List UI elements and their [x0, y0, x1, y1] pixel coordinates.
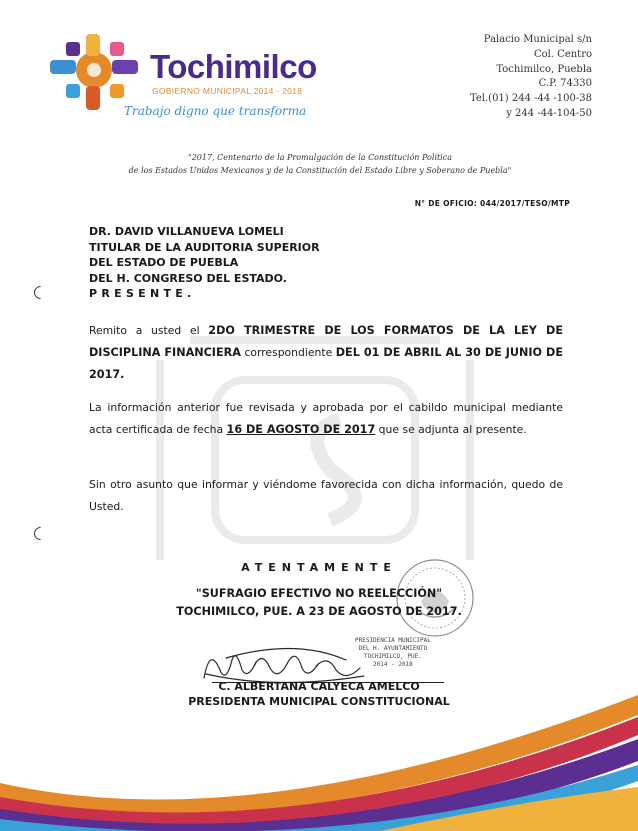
stamp-line: 2014 - 2018 [373, 661, 413, 668]
address-line: Tel.(01) 244 -44 -100-38 [469, 93, 592, 105]
centenary-line: de los Estados Unidos Mexicanos y de la Constitución del Estado Libre y Soberano de Puebla" [128, 166, 512, 175]
signer-title: PRESIDENTA MUNICIPAL CONSTITUCIONAL [188, 695, 450, 708]
municipal-logo-icon [46, 30, 146, 115]
address-line: Tochimilco, Puebla [496, 63, 592, 75]
address-line: Col. Centro [533, 48, 592, 60]
addressee-line: DEL ESTADO DE PUEBLA [89, 256, 239, 269]
address-line: C.P. 74330 [538, 78, 592, 90]
motto: "SUFRAGIO EFECTIVO NO REELECCIÓN" [195, 587, 443, 600]
body-paragraph-3: Sin otro asunto que informar y viéndome favorecida con dicha información, quedo de Usted. [89, 478, 563, 513]
footer-ribbon-decoration [0, 691, 638, 831]
text-run: que se adjunta al presente. [375, 423, 527, 436]
logo-subtitle: GOBIERNO MUNICIPAL 2014 - 2018 [152, 86, 303, 96]
stamp-line: DEL H. AYUNTAMIENTO [358, 645, 428, 652]
body-paragraph-1 [89, 320, 563, 386]
logo-title: Tochimilco [150, 48, 317, 85]
addressee-line: TITULAR DE LA AUDITORIA SUPERIOR [89, 240, 320, 254]
atentamente: ATENTAMENTE [241, 561, 397, 574]
address-line: y 244 -44-104-50 [506, 107, 592, 119]
presente-line: PRESENTE. [89, 287, 196, 300]
closing-lema [0, 585, 638, 621]
centenary-legend [40, 151, 600, 177]
bold-run: DEL 01 DE ABRIL AL 30 DE JUNIO DE 2017. [89, 346, 563, 381]
address-line: Palacio Municipal s/n [483, 34, 592, 45]
signer-name: C. ALBERTANA CALYECA AMELCO [218, 680, 420, 693]
addressee-block [89, 224, 320, 302]
bold-run: 2DO TRIMESTRE DE LOS FORMATOS DE LA LEY DE DISCIPLINA FINANCIERA [89, 324, 563, 359]
address-block [470, 33, 592, 122]
addressee-line: DR. DAVID VILLANUEVA LOMELI [89, 225, 284, 238]
slogan: Trabajo digno que transforma [124, 104, 307, 118]
addressee-line: DEL H. CONGRESO DEL ESTADO. [89, 271, 287, 285]
text-run: Remito a usted el [89, 324, 209, 337]
centenary-line: "2017, Centenario de la Promulgación de la Constitución Política [188, 153, 452, 162]
text-run: correspondiente [240, 346, 336, 359]
stamp-line: PRESIDENCIA MUNICIPAL [355, 637, 431, 644]
text-run: La información anterior fue revisada y aprobada por el cabildo municipal mediante acta certificada de fecha [89, 401, 563, 436]
stamp-line: TOCHIMILCO, PUE. [364, 653, 422, 660]
body-paragraph-2 [89, 397, 563, 441]
place-date: TOCHIMILCO, PUE. A 23 DE AGOSTO DE 2017. [176, 605, 462, 618]
oficio-number: N° DE OFICIO: 044/2017/TESO/MTP [414, 199, 570, 208]
underlined-date: 16 DE AGOSTO DE 2017 [226, 423, 376, 436]
